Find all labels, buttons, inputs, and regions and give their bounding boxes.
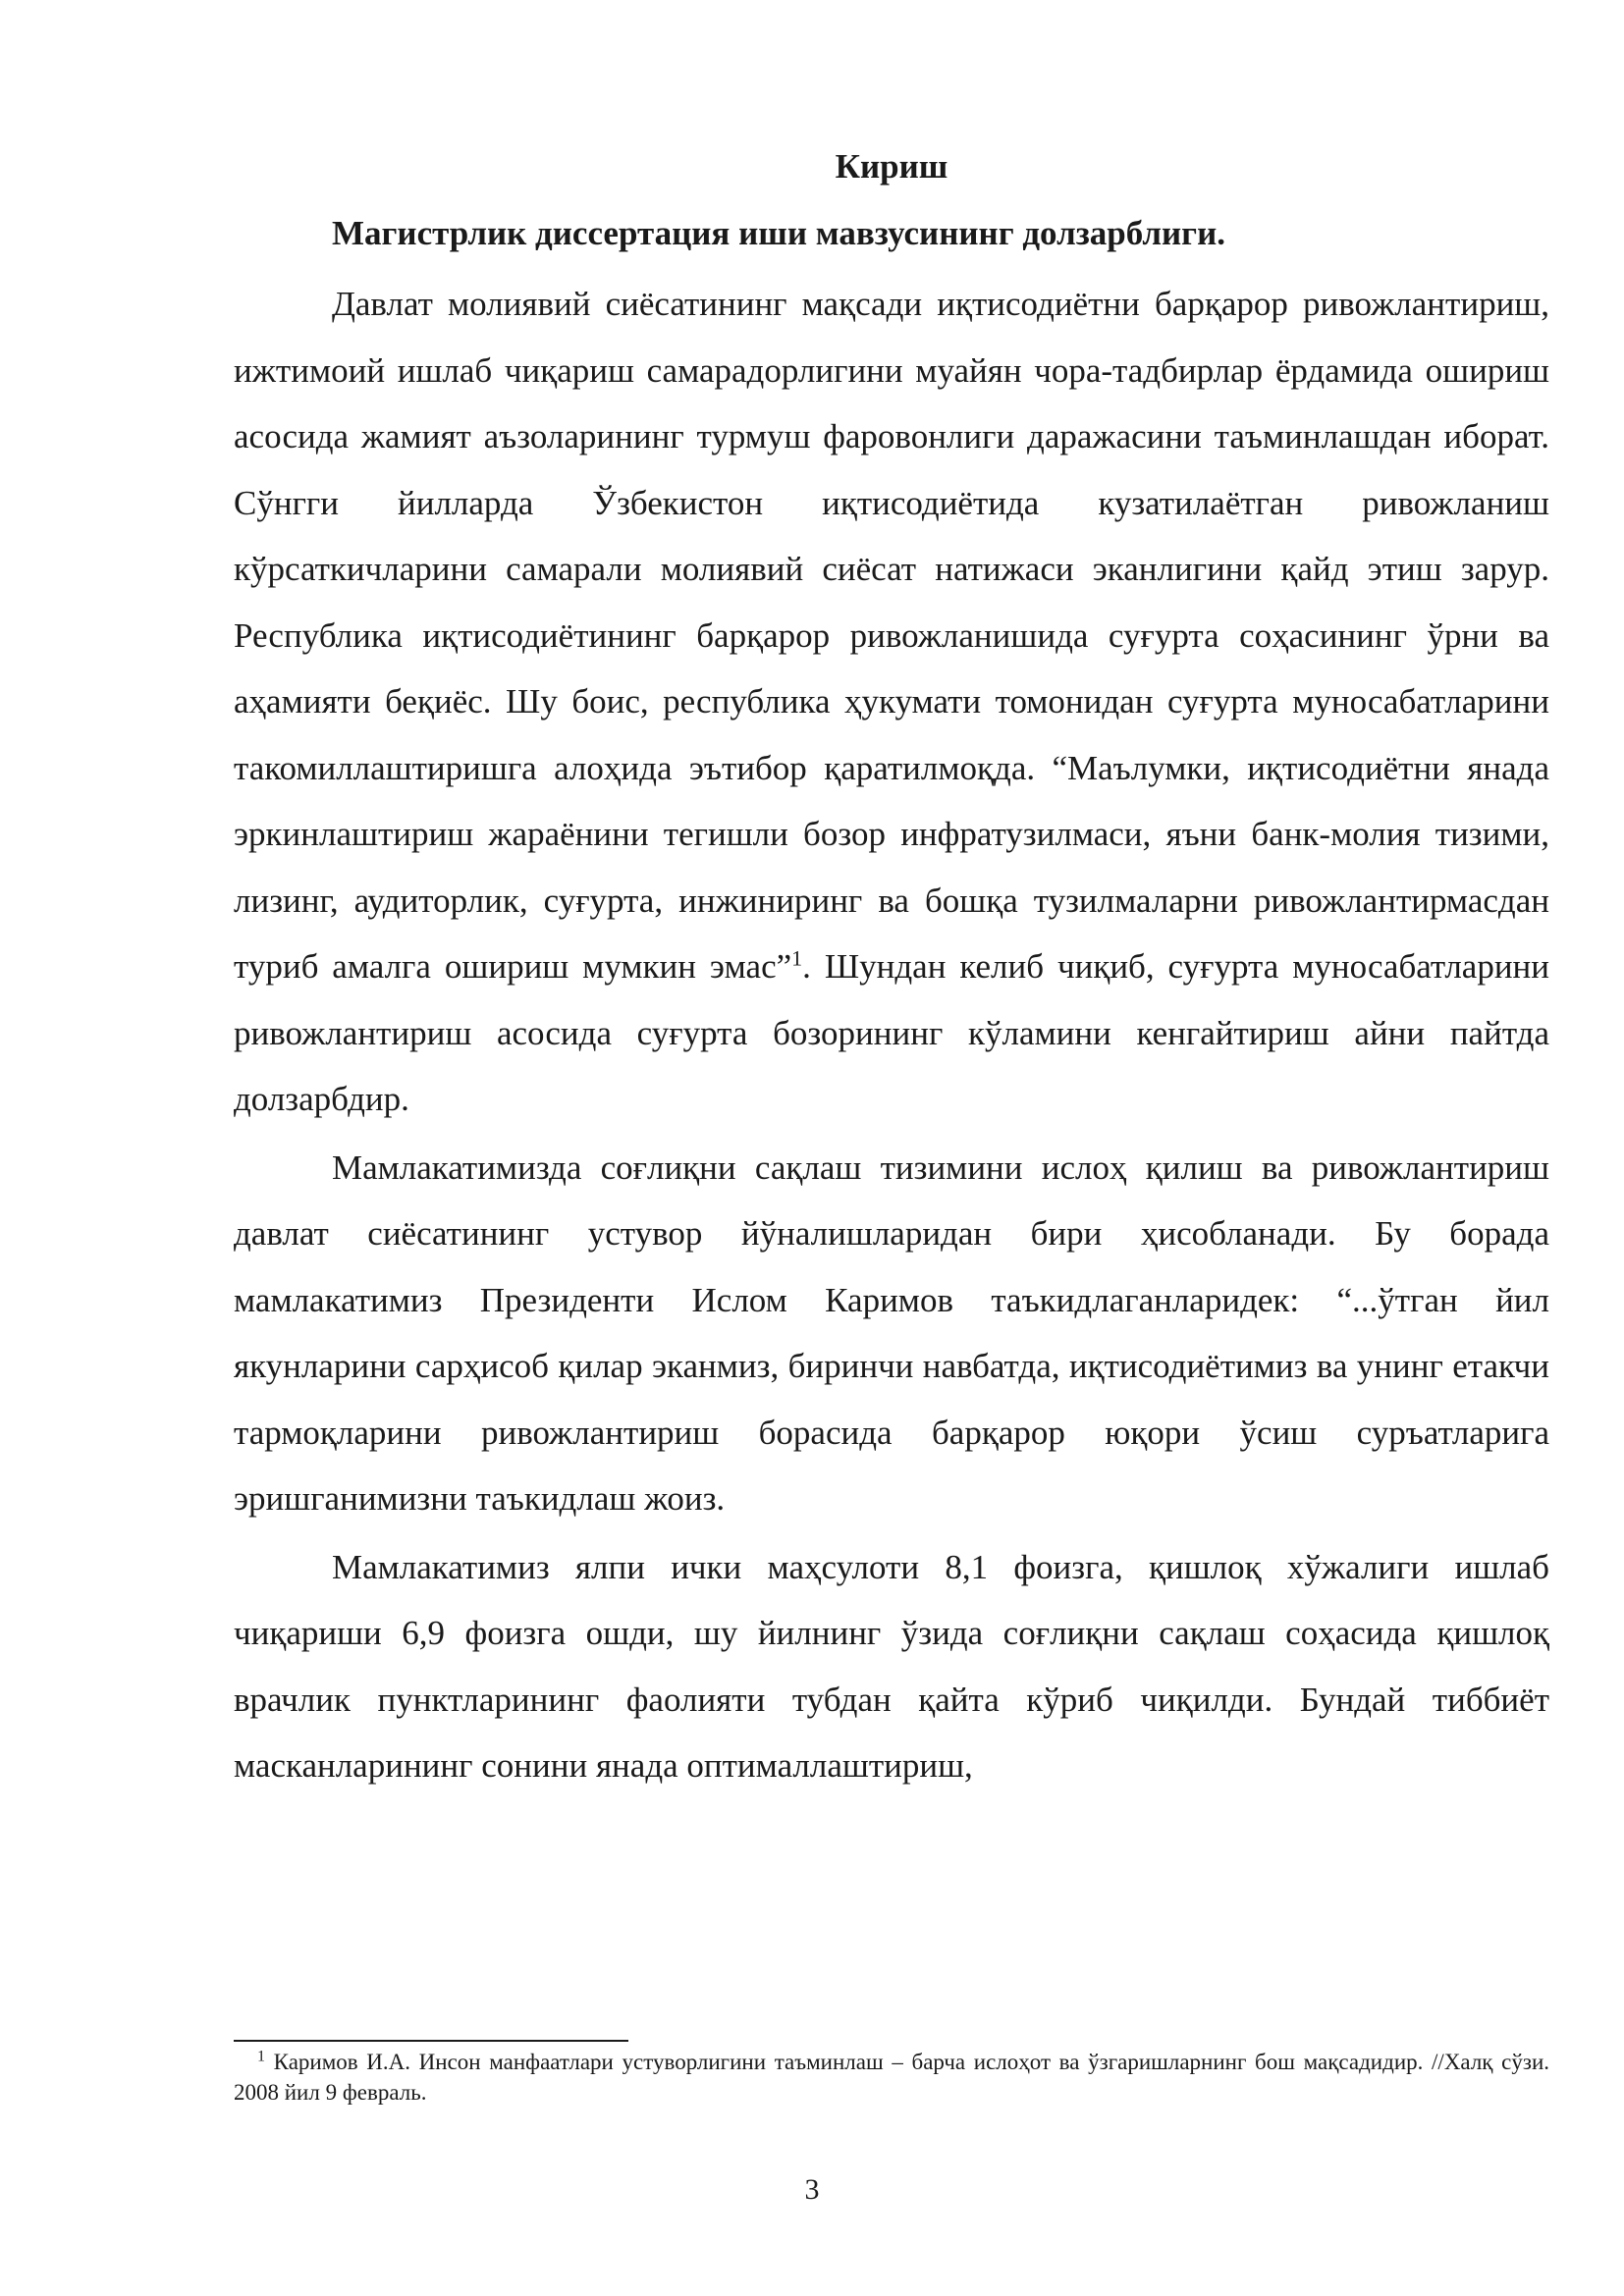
- body-paragraph-2: Мамлакатимизда соғлиқни сақлаш тизимини ислоҳ қилиш ва ривожлантириш давлат сиёсатининг устувор йўналишларидан бири ҳисобланади. Бу борада мамлакатимиз Президенти Ислом Каримов таъкидлаганларидек: “...ўтган йил якунларини сарҳисоб қилар эканмиз, биринчи навбатда, иқтисодиётимиз ва унинг етакчи тармоқларини ривожлантириш борасида барқарор юқори ўсиш суръатларига эришганимизни таъкидлаш жоиз.: [234, 1148, 1549, 1518]
- document-page: [234, 147, 1549, 1799]
- footnote-marker: 1: [257, 2048, 265, 2065]
- footnote: [234, 2047, 1549, 2108]
- paragraph-1-text-b: . Шундан келиб чиқиб, суғурта муносабатларини ривожлантириш асосида суғурта бозорининг кўламини кенгайтириш айни пайтда долзарбдир.: [234, 947, 1550, 1118]
- body-paragraph-3: Мамлакатимиз ялпи ички маҳсулоти 8,1 фоизга, қишлоқ хўжалиги ишлаб чиқариши 6,9 фоизга ошди, шу йилнинг ўзида соғлиқни сақлаш соҳасида қишлоқ врачлик пунктларининг фаолияти тубдан қайта кўриб чиқилди. Бундай тиббиёт масканларининг сонини янада оптималлаштириш,: [234, 1547, 1549, 1785]
- section-title: Кириш: [835, 147, 948, 186]
- footnote-text: Каримов И.А. Инсон манфаатлари устуворлигини таъминлаш – барча ислоҳот ва ўзгаришларнинг бош мақсадидир. //Халқ сўзи. 2008 йил 9 февраль.: [234, 2050, 1549, 2105]
- section-subtitle: Магистрлик диссертация иши мавзусининг долзарблиги.: [332, 214, 1225, 252]
- page-number: 3: [804, 2173, 820, 2206]
- footnote-reference[interactable]: 1: [791, 945, 803, 971]
- footnote-divider: [234, 2040, 628, 2042]
- body-paragraph-1: [234, 271, 1549, 1133]
- paragraph-1-text-a: Давлат молиявий сиёсатининг мақсади иқтисодиётни барқарор ривожлантириш, ижтимоий ишлаб чиқариш самарадорлигини муайян чора-тадбирлар ёрдамида ошириш асосида жамият аъзоларининг турмуш фаровонлиги даражасини таъминлашдан иборат. Сўнгги йилларда Ўзбекистон иқтисодиётида кузатилаётган ривожланиш кўрсаткичларини самарали молиявий сиёсат натижаси эканлигини қайд этиш зарур. Республика иқтисодиётининг барқарор ривожланишида суғурта соҳасининг ўрни ва аҳамияти беқиёс. Шу боис, республика ҳукумати томонидан суғурта муносабатларини такомиллаштиришга алоҳида эътибор қаратилмоқда. “Маълумки, иқтисодиётни янада эркинлаштириш жараёнини тегишли бозор инфратузилмаси, яъни банк-молия тизими, лизинг, аудиторлик, суғурта, инжиниринг ва бошқа тузилмаларни ривожлантирмасдан туриб амалга ошириш мумкин эмас”: [234, 285, 1549, 986]
